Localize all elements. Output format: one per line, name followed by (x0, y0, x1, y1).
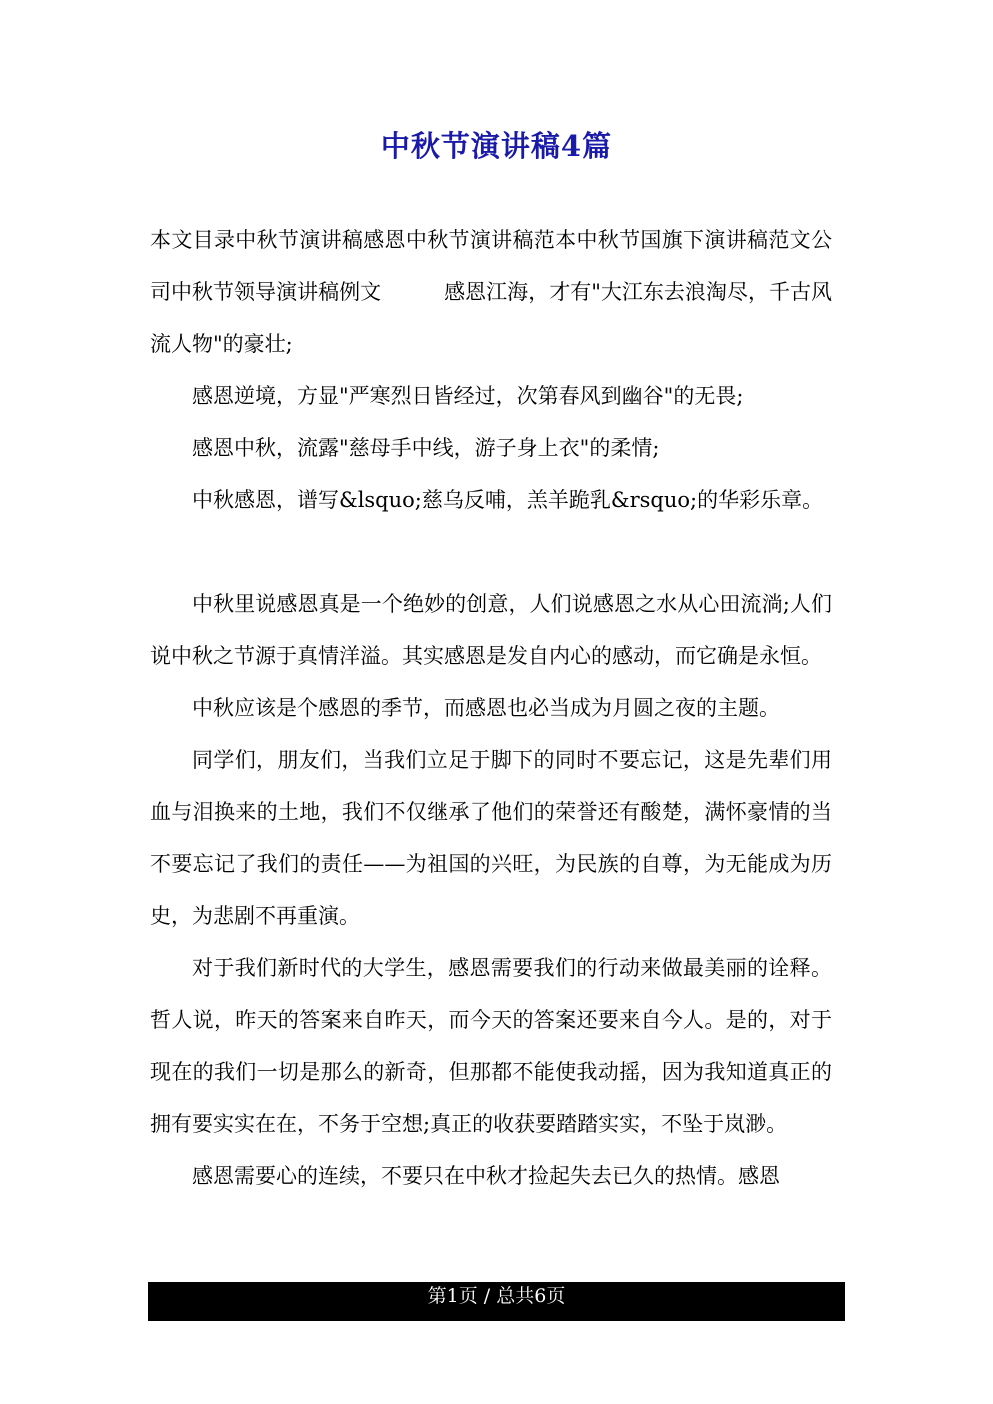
paragraph: 感恩需要心的连续，不要只在中秋才捡起失去已久的热情。感恩 (192, 1164, 780, 1188)
paragraph: 同学们，朋友们，当我们立足于脚下的同时不要忘记，这是先辈们用血与泪换来的土地，我们不仅继承了他们的荣誉还有酸楚，满怀豪情的当不要忘记了我们的责任——为祖国的兴旺，为民族的自尊，为无能成为历史，为悲剧不再重演。 (150, 748, 832, 928)
paragraph: 中秋里说感恩真是一个绝妙的创意，人们说感恩之水从心田流淌;人们说中秋之节源于真情洋溢。其实感恩是发自内心的感动，而它确是永恒。 (150, 592, 832, 668)
page-number: 第1页 / 总共6页 (427, 1285, 566, 1307)
paragraph-spacer (150, 526, 832, 578)
document-title: 中秋节演讲稿4篇 (380, 129, 613, 163)
paragraph: 中秋感恩，谱写&lsquo;慈乌反哺，羔羊跪乳&rsquo;的华彩乐章。 (192, 488, 824, 512)
paragraph: 本文目录中秋节演讲稿感恩中秋节演讲稿范本中秋节国旗下演讲稿范文公司中秋节领导演讲稿例文 感恩江海，才有"大江东去浪淘尽，千古风流人物"的豪壮; (150, 228, 832, 356)
paragraph: 感恩逆境，方显"严寒烈日皆经过，次第春风到幽谷"的无畏; (192, 384, 744, 408)
paragraph: 对于我们新时代的大学生，感恩需要我们的行动来做最美丽的诠释。哲人说，昨天的答案来自昨天，而今天的答案还要来自今人。是的，对于现在的我们一切是那么的新奇，但那都不能使我动摇，因为我知道真正的拥有要实实在在，不务于空想;真正的收获要踏踏实实，不坠于岚渺。 (150, 956, 832, 1136)
document-body (150, 214, 832, 1202)
page-footer (148, 1282, 845, 1321)
paragraph: 感恩中秋，流露"慈母手中线，游子身上衣"的柔情; (192, 436, 660, 460)
paragraph: 中秋应该是个感恩的季节，而感恩也必当成为月圆之夜的主题。 (192, 696, 780, 720)
